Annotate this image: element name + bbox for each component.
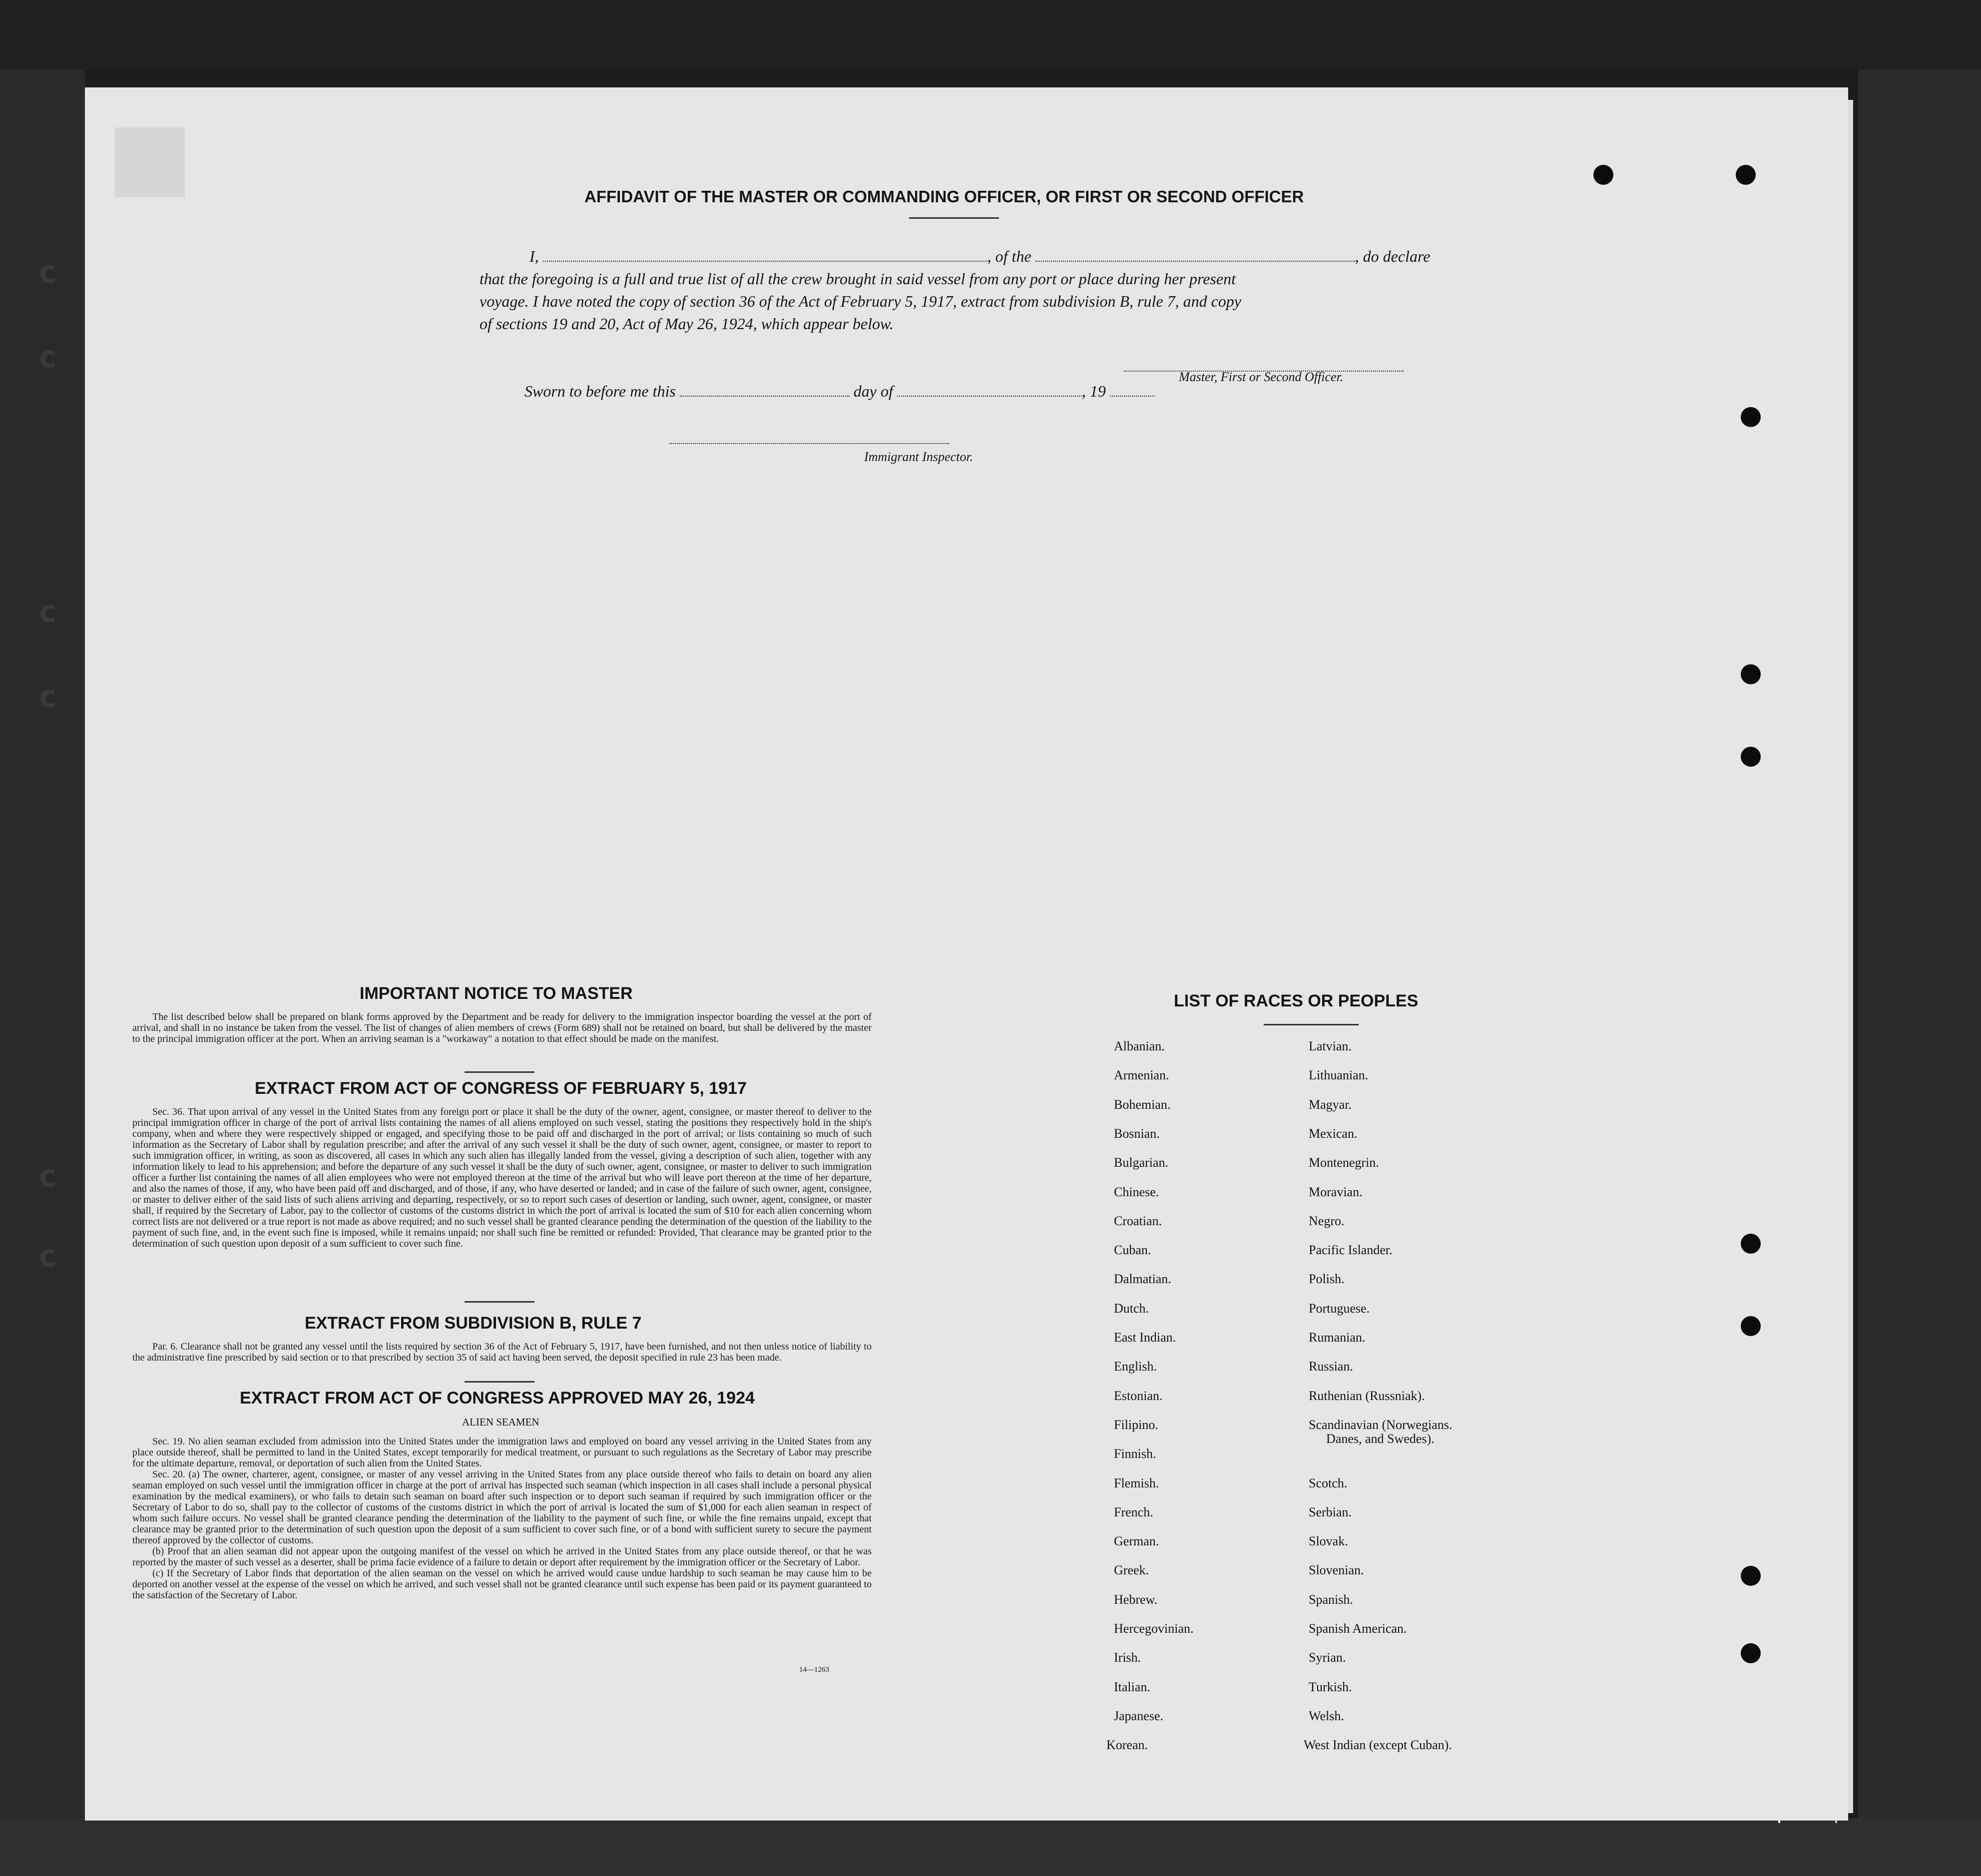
race-item: Welsh. bbox=[1309, 1708, 1344, 1723]
race-item: Danes, and Swedes). bbox=[1326, 1431, 1435, 1446]
alien-seamen-subtitle: ALIEN SEAMEN bbox=[462, 1416, 539, 1428]
notice-text: The list described below shall be prepared on blank forms approved by the Department and be ready for delivery to the immigration inspector boarding the vessel at the port of arrival, and shall in no instance be taken from the vessel. The list of changes of alien members of crews (Form 689) shall not be retained on board, but shall be delivered by the master to the principal immigration officer at the port. When an arriving seaman is a "workaway" a notation to that effect should be made on the manifest. bbox=[132, 1011, 872, 1044]
binder-clip-icon: c bbox=[39, 255, 57, 290]
rule7-rule bbox=[465, 1381, 534, 1383]
race-item: Bosnian. bbox=[1114, 1126, 1160, 1141]
vessel-name-field[interactable] bbox=[1035, 250, 1355, 262]
race-item: East Indian. bbox=[1114, 1330, 1176, 1345]
notice-title: IMPORTANT NOTICE TO MASTER bbox=[360, 984, 633, 1003]
sworn-year-field[interactable] bbox=[1110, 385, 1155, 397]
binder-clip-icon: c bbox=[39, 1159, 57, 1194]
race-item: Turkish. bbox=[1309, 1679, 1352, 1694]
year-label: , 19 bbox=[1081, 382, 1106, 400]
punch-hole bbox=[1741, 1316, 1761, 1336]
rule7-title: EXTRACT FROM SUBDIVISION B, RULE 7 bbox=[305, 1314, 642, 1333]
race-item: Pacific Islander. bbox=[1309, 1243, 1393, 1258]
affidavit-line3: voyage. I have noted the copy of section 36 of the Act of February 5, 1917, extract from subdivision B, rule 7, and copy bbox=[480, 292, 1241, 310]
race-item: Irish. bbox=[1114, 1650, 1141, 1665]
race-item: Spanish. bbox=[1309, 1592, 1353, 1607]
notice-rule bbox=[465, 1071, 534, 1073]
extract-1917-text: Sec. 36. That upon arrival of any vessel in the United States from any foreign port or place it shall be the duty of the owner, agent, consignee, or master thereof to deliver to the principal immigration officer in charge of the port of arrival lists containing the names of all aliens employed on such vessel, stating the positions they respectively hold in the ship's company, when and where they were respectively shipped or engaged, and specifying those to be paid off and discharged in the port of arrival; or lists containing so much of such information as the Secretary of Labor shall by regulation prescribe; and after the arrival of any such vessel it shall be the duty of such owner, agent, consignee, or master to report to such immigration officer, in writing, as soon as discovered, all cases in which any such alien has illegally landed from the vessel, giving a description of such alien, together with any information likely to lead to his apprehension; and before the departure of any such vessel it shall be the duty of such owner, agent, consignee, or master to deliver to such immigration officer a further list containing the names of all alien employees who were not employed thereon at the time of the arrival but who will leave port thereon at the time of her departure, and also the names of those, if any, who have been paid off and discharged, and of those, if any, who have deserted or landed; and in case of the failure of such owner, agent, consignee, or master to deliver either of the said lists of such aliens arriving and departing, respectively, or so to report such cases of desertion or landing, such owner, agent, consignee, or master shall, if required by the Secretary of Labor, pay to the collector of customs of the customs district in which the port of arrival is located the sum of $10 for each alien concerning whom correct lists are not delivered or a true report is not made as above required; and no such vessel shall be granted clearance pending the determination of the question of the liability to the payment of such fine, and, in the event such fine is imposed, while it remains unpaid; nor shall such fine be remitted or refunded: Provided, That clearance may be granted prior to the determination of such question upon deposit of a sum sufficient to cover such fine. bbox=[132, 1106, 872, 1249]
race-item: Korean. bbox=[1106, 1738, 1148, 1753]
race-item: West Indian (except Cuban). bbox=[1304, 1738, 1452, 1753]
race-item: Serbian. bbox=[1309, 1504, 1352, 1519]
scan-border-right bbox=[1858, 70, 1981, 1876]
race-item: Finnish. bbox=[1114, 1446, 1156, 1461]
punch-hole bbox=[1741, 664, 1761, 684]
race-item: French. bbox=[1114, 1504, 1153, 1519]
bleed-through-block bbox=[115, 127, 185, 197]
sworn-day-field[interactable] bbox=[680, 385, 850, 397]
race-item: Croatian. bbox=[1114, 1213, 1162, 1228]
extract-1917-title: EXTRACT FROM ACT OF CONGRESS OF FEBRUARY 5, 1917 bbox=[255, 1079, 747, 1098]
race-item: Scandinavian (Norwegians. bbox=[1309, 1417, 1453, 1432]
document-page bbox=[85, 87, 1848, 1821]
race-item: Magyar. bbox=[1309, 1097, 1352, 1112]
declarant-name-field[interactable] bbox=[543, 250, 988, 262]
race-item: Hercegovinian. bbox=[1114, 1621, 1194, 1636]
race-item: Armenian. bbox=[1114, 1068, 1169, 1083]
sec20b-text: (b) Proof that an alien seaman did not appear upon the outgoing manifest of the vessel on which he arrived in the United States from any place outside thereof, or that he was reported by the master of such vessel as a deserter, shall be prima facie evidence of a failure to detain or deport after requirement by the immigration officer or the Secretary of Labor. bbox=[132, 1546, 872, 1568]
race-item: Ruthenian (Russniak). bbox=[1309, 1388, 1425, 1403]
affidavit-line4: of sections 19 and 20, Act of May 26, 1924, which appear below. bbox=[480, 315, 894, 333]
race-item: Bulgarian. bbox=[1114, 1155, 1169, 1170]
sworn-month-field[interactable] bbox=[897, 385, 1082, 397]
form-number: 14—1263 bbox=[799, 1666, 829, 1674]
extract-1917-rule bbox=[465, 1301, 534, 1303]
race-item: Cuban. bbox=[1114, 1243, 1151, 1258]
race-item: Montenegrin. bbox=[1309, 1155, 1379, 1170]
binder-clip-icon: c bbox=[39, 340, 57, 375]
master-signature-label: Master, First or Second Officer. bbox=[1179, 370, 1344, 384]
declarant-label: I, bbox=[529, 247, 539, 265]
binder-clip-icon: c bbox=[39, 594, 57, 629]
race-item: Russian. bbox=[1309, 1359, 1353, 1374]
races-title: LIST OF RACES OR PEOPLES bbox=[1174, 991, 1419, 1010]
sec19-text: Sec. 19. No alien seaman excluded from admission into the United States under the immigration laws and employed on board any vessel arriving in the United States from any place outside thereof, shall be permitted to land in the United States, except temporarily for medical treatment, or pursuant to such regulations as the Secretary of Labor may prescribe for the ultimate departure, removal, or deportation of such alien from the United States. bbox=[132, 1436, 872, 1469]
inspector-signature-field[interactable] bbox=[669, 432, 949, 444]
race-item: German. bbox=[1114, 1534, 1159, 1549]
extract-1924-title: EXTRACT FROM ACT OF CONGRESS APPROVED MAY 26, 1924 bbox=[240, 1389, 755, 1407]
rule7-text: Par. 6. Clearance shall not be granted any vessel until the lists required by section 36 of the Act of February 5, 1917, have been furnished, and not then unless notice of liability to the administrative fine prescribed by said section or to that prescribed by section 35 of said act having been served, the deposit specified in rule 23 has been made. bbox=[132, 1341, 872, 1363]
punch-hole bbox=[1741, 407, 1761, 427]
race-item: Portuguese. bbox=[1309, 1301, 1370, 1316]
race-item: Filipino. bbox=[1114, 1417, 1158, 1432]
scan-border-bottom bbox=[0, 1818, 1981, 1876]
punch-hole bbox=[1741, 747, 1761, 767]
race-item: Chinese. bbox=[1114, 1184, 1159, 1199]
race-item: Negro. bbox=[1309, 1213, 1345, 1228]
race-item: Dalmatian. bbox=[1114, 1272, 1171, 1287]
punch-hole bbox=[1741, 1566, 1761, 1586]
punch-hole bbox=[1741, 1643, 1761, 1663]
race-item: Greek. bbox=[1114, 1563, 1149, 1578]
race-item: Flemish. bbox=[1114, 1475, 1159, 1490]
do-declare-label: , do declare bbox=[1355, 247, 1431, 265]
race-item: Moravian. bbox=[1309, 1184, 1363, 1199]
sec20a-text: Sec. 20. (a) The owner, charterer, agent, consignee, or master of any vessel arriving in the United States from any place outside thereof who fails to detain on board any alien seaman employed on such vessel until the immigration officer in charge at the port of arrival has inspected such seaman (which inspection in all cases shall include a personal physical examination by the medical examiners), or who fails to detain such seaman on board after such inspection or to deport such seaman if required by such immigration officer or the Secretary of Labor to do so, shall pay to the collector of customs of the customs district in which the port of arrival is located the sum of $1,000 for each alien seaman in respect of whom such failure occurs. No vessel shall be granted clearance pending the determination of the liability to the payment of such fine, or while the fine remains unpaid, except that clearance may be granted prior to the determination of such question upon the deposit of a sum sufficient to cover such fine, or of a bond with sufficient surety to secure the payment thereof approved by the collector of customs. bbox=[132, 1469, 872, 1546]
binder-clip-icon: c bbox=[39, 679, 57, 714]
punch-hole bbox=[1741, 1234, 1761, 1254]
race-item: Polish. bbox=[1309, 1272, 1345, 1287]
race-item: Rumanian. bbox=[1309, 1330, 1366, 1345]
scan-border-top bbox=[0, 0, 1981, 70]
sworn-label: Sworn to before me this bbox=[524, 382, 676, 400]
race-item: Slovenian. bbox=[1309, 1563, 1364, 1578]
punch-hole bbox=[1593, 165, 1613, 185]
day-of-label: day of bbox=[853, 382, 893, 400]
race-item: Lithuanian. bbox=[1309, 1068, 1369, 1083]
race-item: Latvian. bbox=[1309, 1039, 1352, 1053]
affidavit-line1 bbox=[529, 247, 1430, 266]
race-item: Slovak. bbox=[1309, 1534, 1348, 1549]
race-item: Dutch. bbox=[1114, 1301, 1149, 1316]
race-item: Scotch. bbox=[1309, 1475, 1348, 1490]
affidavit-title-rule bbox=[909, 217, 999, 219]
race-item: Mexican. bbox=[1309, 1126, 1358, 1141]
race-item: Hebrew. bbox=[1114, 1592, 1158, 1607]
race-item: Albanian. bbox=[1114, 1039, 1165, 1053]
punch-hole bbox=[1736, 165, 1756, 185]
race-item: Italian. bbox=[1114, 1679, 1150, 1694]
race-item: Estonian. bbox=[1114, 1388, 1163, 1403]
race-item: Japanese. bbox=[1114, 1708, 1163, 1723]
race-item: Bohemian. bbox=[1114, 1097, 1171, 1112]
inspector-signature-label: Immigrant Inspector. bbox=[864, 450, 974, 464]
race-item: Spanish American. bbox=[1309, 1621, 1407, 1636]
extract-1924-text bbox=[132, 1436, 872, 1601]
binder-clip-icon: c bbox=[39, 1239, 57, 1274]
affidavit-line2: that the foregoing is a full and true list of all the crew brought in said vessel from any port or place during her present bbox=[480, 270, 1236, 288]
sec20c-text: (c) If the Secretary of Labor finds that deportation of the alien seaman on the vessel on which he arrived would cause undue hardship to such seaman he may cause him to be deported on another vessel at the expense of the vessel on which he arrived, and such vessel shall not be granted clearance until such expense has been paid or its payment guaranteed to the satisfaction of the Secretary of Labor. bbox=[132, 1568, 872, 1601]
races-title-rule bbox=[1264, 1024, 1359, 1025]
race-item: Syrian. bbox=[1309, 1650, 1346, 1665]
race-item: English. bbox=[1114, 1359, 1157, 1374]
sworn-line bbox=[524, 382, 1155, 401]
of-the-label: , of the bbox=[987, 247, 1031, 265]
affidavit-title: AFFIDAVIT OF THE MASTER OR COMMANDING OFFICER, OR FIRST OR SECOND OFFICER bbox=[584, 187, 1304, 206]
